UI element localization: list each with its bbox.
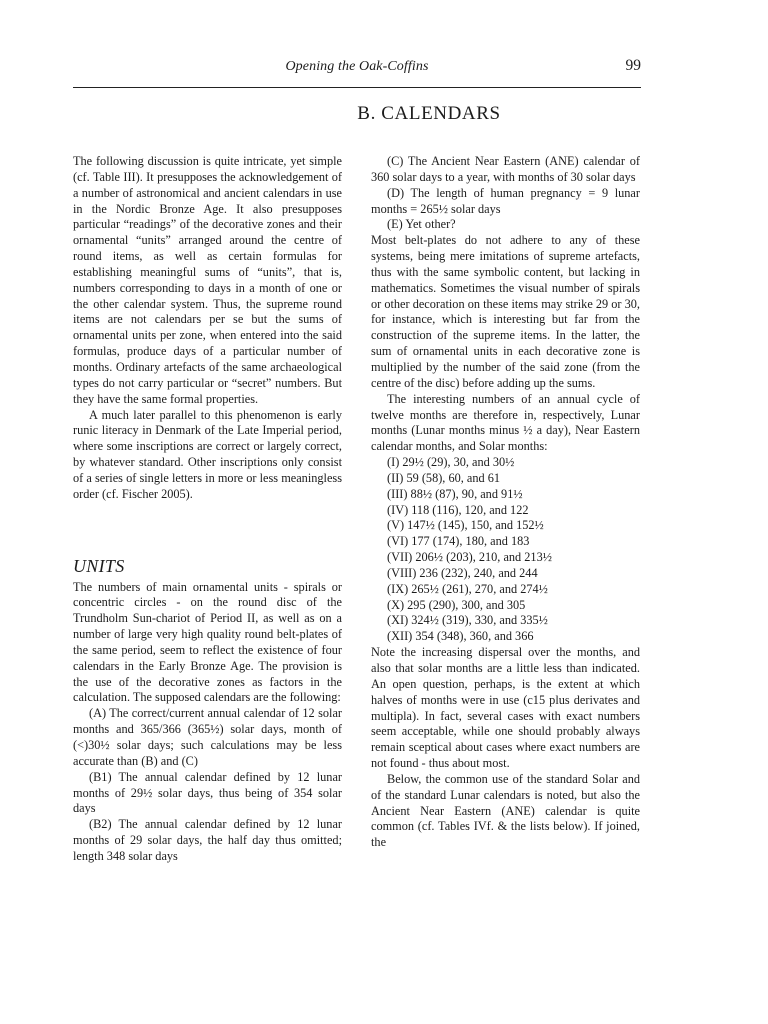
calendar-a: (A) The correct/current annual calendar of 12 solar months and 365/366 (365½) solar days, month of (<)30½ solar days; such calculations may be less accurate than (B) and (C) <box>73 706 342 768</box>
calendar-b1: (B1) The annual calendar defined by 12 lunar months of 29½ solar days, thus being of 354 solar days <box>73 769 342 816</box>
month-item: (II) 59 (58), 60, and 61 <box>387 470 501 485</box>
month-item: (VIII) 236 (232), 240, and 244 <box>387 565 538 580</box>
running-title: Opening the Oak-Coffins <box>285 59 429 74</box>
month-item: (IV) 118 (116), 120, and 122 <box>387 502 529 517</box>
calendar-e: (E) Yet other? <box>387 217 456 232</box>
intro-paragraph-2: A much later parallel to this phenomenon is early runic literacy in Denmark of the Late Imperial period, where some inscriptions are correct or largely correct, by whatever standard. Other inscriptions only consist of a series of single letters in more or less meaningless order (cf. Fischer 2005). <box>73 407 342 501</box>
note-paragraph: Note the increasing dispersal over the months, and also that solar months are a little less than indicated. An open question, perhaps, is the extent at which halves of months were in use (c15 plus derivates and multipla). In fact, several cases with exact numbers seem acceptable, while one should probably always remain sceptical about cases where exact numbers are not found - thus about most. <box>371 645 640 771</box>
units-heading: UNITS <box>73 555 125 576</box>
section-title: B. CALENDARS <box>357 103 501 124</box>
months-list <box>371 455 640 645</box>
calendar-d: (D) The length of human pregnancy = 9 lunar months = 265½ solar days <box>371 185 640 216</box>
left-column <box>73 154 342 865</box>
units-paragraph: The numbers of main ornamental units - spirals or concentric circles - on the round disc of the Trundholm Sun-chariot of Period II, as well as on a number of large very high quality round belt-plates of the same period, seem to reflect the existence of four calendars in the Early Bronze Age. The provision is the use of the decorative zones as factors in the calculation. The supposed calendars are the following: <box>73 579 342 705</box>
page-number: 99 <box>625 57 641 74</box>
belt-plates-paragraph: Most belt-plates do not adhere to any of these systems, being mere imitations of supreme artefacts, thus with the same symbolic content, but lacking in mathematics. Sometimes the visual number of spirals or other decoration on these items may strike 29 or 30, for instance, which is interesting but far from the construction of the supreme items. In the latter, the sum of ornamental units in each decorative zone is multiplied by the number of the said zone (from the centre of the disc) before adding up the sums. <box>371 233 640 390</box>
month-item: (III) 88½ (87), 90, and 91½ <box>387 486 523 501</box>
month-item: (VII) 206½ (203), 210, and 213½ <box>387 550 552 565</box>
intro-paragraph-1: The following discussion is quite intricate, yet simple (cf. Table III). It presupposes the acknowledgement of a number of astronomical and ancient calendars in use in the Nordic Bronze Age. It also presupposes particular “readings” of the decorative zones and their ornamental “units” arranged around the centre of round items, as well as certain formulas for establishing meaningful sums of “units”, that is, numbers corresponding to days in a month of one or the other calendar system. Thus, the supreme round items are not calendars per se but the sums of ornamental units per zone, when entered into the said formulas, produce days of a particular number of months. Ordinary artefacts of the same archaeological types do not carry particular or “secret” numbers. But they have the same formal properties. <box>73 154 342 406</box>
month-item: (XII) 354 (348), 360, and 366 <box>387 629 534 644</box>
month-item: (IX) 265½ (261), 270, and 274½ <box>387 581 548 596</box>
interesting-numbers-paragraph: The interesting numbers of an annual cycle of twelve months are therefore in, respectively, Lunar months (Lunar months minus ½ a day), Near Eastern calendar months, and Solar months: <box>371 391 640 454</box>
month-item: (V) 147½ (145), 150, and 152½ <box>387 518 544 533</box>
month-item: (VI) 177 (174), 180, and 183 <box>387 534 530 549</box>
month-item: (XI) 324½ (319), 330, and 335½ <box>387 613 548 628</box>
month-item: (X) 295 (290), 300, and 305 <box>387 597 526 612</box>
month-item: (I) 29½ (29), 30, and 30½ <box>387 455 515 470</box>
calendar-b2: (B2) The annual calendar defined by 12 lunar months of 29 solar days, the half day thus omitted; length 348 solar days <box>73 817 342 863</box>
calendar-c: (C) The Ancient Near Eastern (ANE) calendar of 360 solar days to a year, with months of 30 solar days <box>371 154 640 184</box>
right-column <box>371 154 640 851</box>
below-paragraph: Below, the common use of the standard Solar and of the standard Lunar calendars is noted, but also the Ancient Near Eastern (ANE) calendar is quite common (cf. Tables IVf. & the lists below). If joined, the <box>371 771 640 850</box>
running-header <box>73 57 641 88</box>
